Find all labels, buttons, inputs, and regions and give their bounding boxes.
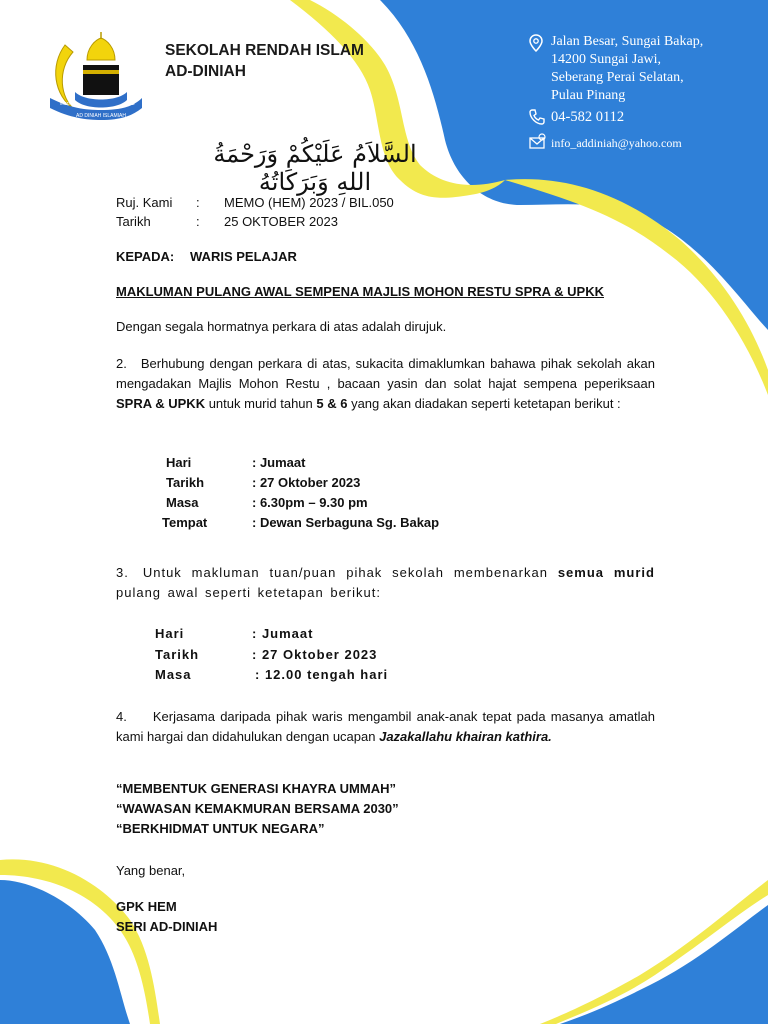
schedule2-label: Masa xyxy=(155,667,192,682)
to-value: WARIS PELAJAR xyxy=(190,249,297,264)
para-number: 4. xyxy=(116,709,127,724)
to-label: KEPADA: xyxy=(116,249,175,264)
para-number: 3. xyxy=(116,565,129,580)
mottos xyxy=(116,779,399,839)
schedule1-label: Hari xyxy=(166,455,192,470)
schedule1-label: Tarikh xyxy=(166,475,205,490)
ref-value: MEMO (HEM) 2023 / BIL.050 xyxy=(224,195,394,210)
paragraph-4: 4. Kerjasama daripada pihak waris mengambil anak-anak tepat pada masanya amatlah kami hargai dan didahulukan dengan ucapan Jazakallahu khairan kathira. xyxy=(116,709,655,744)
schedule1-value: : Dewan Serbaguna Sg. Bakap xyxy=(252,515,440,530)
schedule1-value: : Jumaat xyxy=(252,455,306,470)
para-number: 2. xyxy=(116,356,127,371)
date-colon: : xyxy=(196,214,200,229)
schedule1-value: : 6.30pm – 9.30 pm xyxy=(252,495,368,510)
motto-line: “MEMBENTUK GENERASI KHAYRA UMMAH” xyxy=(116,781,396,796)
salam-greeting: السَّلاَمُ عَلَيْكُمْ وَرَحْمَةُ اللهِ وَبَرَكَاتُهُ xyxy=(213,140,417,196)
schedule2-label: Hari xyxy=(155,626,185,641)
ref-colon: : xyxy=(196,195,200,210)
ref-label: Ruj. Kami xyxy=(116,195,173,210)
signatory xyxy=(116,897,217,937)
schedule2-value: : 12.00 tengah hari xyxy=(255,667,389,682)
intro-paragraph: Dengan segala hormatnya perkara di atas adalah dirujuk. xyxy=(116,319,447,334)
motto-line: “BERKHIDMAT UNTUK NEGARA” xyxy=(116,821,325,836)
paragraph-3: 3. Untuk makluman tuan/puan pihak sekolah membenarkan semua murid pulang awal seperti ketetapan berikut: xyxy=(116,565,655,600)
address-line: 14200 Sungai Jawi, xyxy=(551,52,662,67)
schedule1-value: : 27 Oktober 2023 xyxy=(252,475,361,490)
logo-right-year: LD xyxy=(129,101,135,106)
school-name-line1: SEKOLAH RENDAH ISLAM xyxy=(165,42,364,59)
schedule2-value: : Jumaat xyxy=(252,626,314,641)
school-name-line2: AD-DINIAH xyxy=(165,63,246,80)
address-line: Pulau Pinang xyxy=(551,88,626,103)
phone-icon xyxy=(529,109,545,125)
contact-phone: 04-582 0112 xyxy=(551,109,625,125)
logo-banner-text: AD DINIAH ISLAMIAH xyxy=(75,113,127,119)
motto-line: “WAWASAN KEMAKMURAN BERSAMA 2030” xyxy=(116,801,399,816)
paragraph-2: 2. Berhubung dengan perkara di atas, sukacita dimaklumkan bahawa pihak sekolah akan mengadakan Majlis Mohon Restu , bacaan yasin dan solat hajat sempena peperiksaan SPRA & UPKK untuk murid tahun 5 & 6 yang akan diadakan seperti ketetapan berikut : xyxy=(116,356,655,411)
address-line: Seberang Perai Selatan, xyxy=(551,70,684,85)
schedule1-label: Masa xyxy=(166,495,199,510)
location-pin-icon xyxy=(529,34,543,52)
contact-address xyxy=(551,33,703,105)
schedule2-label: Tarikh xyxy=(155,647,200,662)
signatory-title: GPK HEM xyxy=(116,899,177,914)
date-label: Tarikh xyxy=(116,214,151,229)
address-line: Jalan Besar, Sungai Bakap, xyxy=(551,34,704,49)
schedule2-value: : 27 Oktober 2023 xyxy=(252,647,378,662)
memo-subject: MAKLUMAN PULANG AWAL SEMPENA MAJLIS MOHON RESTU SPRA & UPKK xyxy=(116,284,604,299)
schedule1-label: Tempat xyxy=(162,515,208,530)
logo-left-year: MSD xyxy=(60,101,70,106)
signatory-org: SERI AD-DINIAH xyxy=(116,919,218,934)
closing: Yang benar, xyxy=(116,863,186,878)
email-icon xyxy=(529,133,547,149)
date-value: 25 OKTOBER 2023 xyxy=(224,214,338,229)
contact-email: info_addiniah@yahoo.com xyxy=(551,136,682,150)
school-name xyxy=(165,40,364,82)
school-logo xyxy=(45,30,145,125)
